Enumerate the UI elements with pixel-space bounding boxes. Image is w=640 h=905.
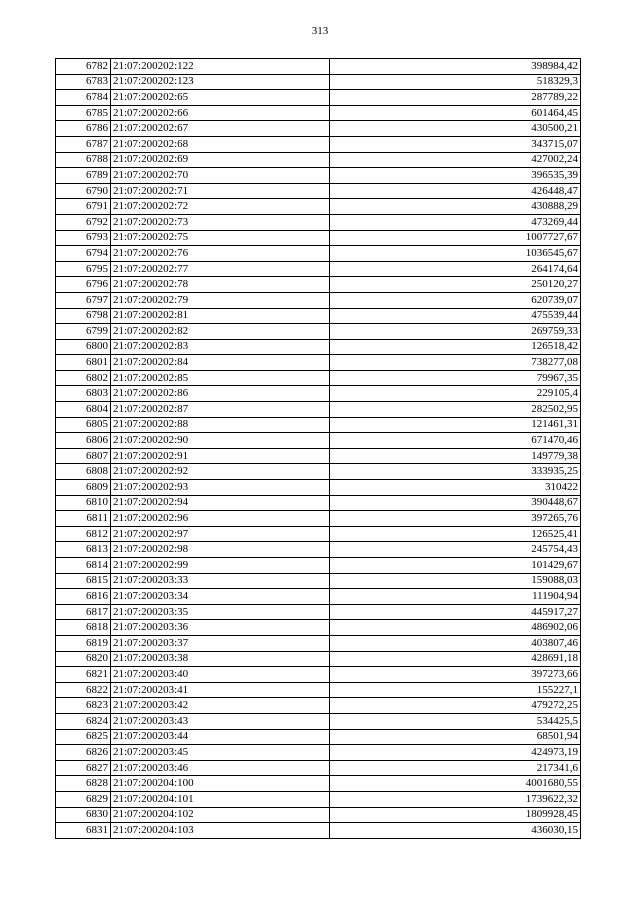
cadastral-number: 21:07:200203:43 — [111, 713, 330, 729]
row-number: 6795 — [56, 261, 111, 277]
cadastral-value: 1036545,67 — [330, 246, 581, 262]
row-number: 6793 — [56, 230, 111, 246]
cadastral-number: 21:07:200202:72 — [111, 199, 330, 215]
cadastral-number: 21:07:200202:76 — [111, 246, 330, 262]
cadastral-value: 738277,08 — [330, 355, 581, 371]
cadastral-value: 428691,18 — [330, 651, 581, 667]
page-number: 313 — [311, 25, 329, 37]
cadastral-number: 21:07:200204:100 — [111, 776, 330, 792]
cadastral-number: 21:07:200202:97 — [111, 526, 330, 542]
cadastral-value: 111904,94 — [330, 589, 581, 605]
row-number: 6811 — [56, 511, 111, 527]
table-row — [56, 370, 581, 386]
cadastral-number: 21:07:200202:77 — [111, 261, 330, 277]
cadastral-value: 79967,35 — [330, 370, 581, 386]
table-row — [56, 386, 581, 402]
row-number: 6789 — [56, 168, 111, 184]
cadastral-number: 21:07:200203:46 — [111, 760, 330, 776]
table-row — [56, 136, 581, 152]
cadastral-number: 21:07:200202:92 — [111, 464, 330, 480]
cadastral-value: 250120,27 — [330, 277, 581, 293]
table-row — [56, 433, 581, 449]
table-row — [56, 417, 581, 433]
cadastral-number: 21:07:200202:98 — [111, 542, 330, 558]
row-number: 6814 — [56, 558, 111, 574]
cadastral-number: 21:07:200202:67 — [111, 121, 330, 137]
cadastral-number: 21:07:200202:81 — [111, 308, 330, 324]
table-row — [56, 698, 581, 714]
row-number: 6787 — [56, 136, 111, 152]
table-row — [56, 292, 581, 308]
table-row — [56, 183, 581, 199]
cadastral-value: 427002,24 — [330, 152, 581, 168]
cadastral-number: 21:07:200202:90 — [111, 433, 330, 449]
row-number: 6828 — [56, 776, 111, 792]
cadastral-value: 217341,6 — [330, 760, 581, 776]
cadastral-number: 21:07:200202:96 — [111, 511, 330, 527]
cadastral-number: 21:07:200202:123 — [111, 74, 330, 90]
table-row — [56, 261, 581, 277]
cadastral-value: 430500,21 — [330, 121, 581, 137]
cadastral-number: 21:07:200202:69 — [111, 152, 330, 168]
table-row — [56, 464, 581, 480]
cadastral-value: 445917,27 — [330, 604, 581, 620]
cadastral-value: 264174,64 — [330, 261, 581, 277]
cadastral-value: 390448,67 — [330, 495, 581, 511]
table-row — [56, 152, 581, 168]
cadastral-number: 21:07:200202:93 — [111, 480, 330, 496]
row-number: 6810 — [56, 495, 111, 511]
cadastral-number: 21:07:200202:75 — [111, 230, 330, 246]
cadastral-value: 396535,39 — [330, 168, 581, 184]
cadastral-value: 343715,07 — [330, 136, 581, 152]
row-number: 6823 — [56, 698, 111, 714]
row-number: 6791 — [56, 199, 111, 215]
row-number: 6808 — [56, 464, 111, 480]
row-number: 6803 — [56, 386, 111, 402]
cadastral-value: 4001680,55 — [330, 776, 581, 792]
table-row — [56, 558, 581, 574]
row-number: 6796 — [56, 277, 111, 293]
cadastral-value: 1007727,67 — [330, 230, 581, 246]
row-number: 6783 — [56, 74, 111, 90]
cadastral-value: 426448,47 — [330, 183, 581, 199]
row-number: 6820 — [56, 651, 111, 667]
cadastral-number: 21:07:200204:101 — [111, 791, 330, 807]
cadastral-number: 21:07:200202:99 — [111, 558, 330, 574]
row-number: 6806 — [56, 433, 111, 449]
cadastral-number: 21:07:200202:91 — [111, 448, 330, 464]
table-row — [56, 339, 581, 355]
table-row — [56, 121, 581, 137]
table-row — [56, 604, 581, 620]
table-row — [56, 573, 581, 589]
cadastral-value: 424973,19 — [330, 745, 581, 761]
cadastral-value: 397273,66 — [330, 667, 581, 683]
cadastral-number: 21:07:200203:33 — [111, 573, 330, 589]
row-number: 6784 — [56, 90, 111, 106]
table-row — [56, 105, 581, 121]
cadastral-value-table — [55, 58, 581, 839]
cadastral-value: 121461,31 — [330, 417, 581, 433]
cadastral-number: 21:07:200202:83 — [111, 339, 330, 355]
cadastral-number: 21:07:200202:66 — [111, 105, 330, 121]
cadastral-number: 21:07:200202:94 — [111, 495, 330, 511]
table-row — [56, 480, 581, 496]
cadastral-value: 671470,46 — [330, 433, 581, 449]
row-number: 6799 — [56, 324, 111, 340]
row-number: 6819 — [56, 635, 111, 651]
cadastral-value: 287789,22 — [330, 90, 581, 106]
table-row — [56, 277, 581, 293]
table-row — [56, 526, 581, 542]
cadastral-value: 333935,25 — [330, 464, 581, 480]
cadastral-number: 21:07:200202:78 — [111, 277, 330, 293]
row-number: 6812 — [56, 526, 111, 542]
row-number: 6826 — [56, 745, 111, 761]
cadastral-number: 21:07:200203:45 — [111, 745, 330, 761]
cadastral-value: 68501,94 — [330, 729, 581, 745]
row-number: 6827 — [56, 760, 111, 776]
row-number: 6830 — [56, 807, 111, 823]
cadastral-value: 475539,44 — [330, 308, 581, 324]
cadastral-value: 601464,45 — [330, 105, 581, 121]
row-number: 6804 — [56, 402, 111, 418]
cadastral-number: 21:07:200202:85 — [111, 370, 330, 386]
cadastral-value: 534425,5 — [330, 713, 581, 729]
row-number: 6824 — [56, 713, 111, 729]
table-body — [56, 59, 581, 839]
cadastral-number: 21:07:200203:35 — [111, 604, 330, 620]
cadastral-number: 21:07:200203:34 — [111, 589, 330, 605]
row-number: 6831 — [56, 823, 111, 839]
row-number: 6792 — [56, 214, 111, 230]
row-number: 6790 — [56, 183, 111, 199]
cadastral-value: 397265,76 — [330, 511, 581, 527]
cadastral-value: 149779,38 — [330, 448, 581, 464]
row-number: 6825 — [56, 729, 111, 745]
row-number: 6809 — [56, 480, 111, 496]
table-row — [56, 667, 581, 683]
row-number: 6818 — [56, 620, 111, 636]
cadastral-number: 21:07:200202:86 — [111, 386, 330, 402]
cadastral-number: 21:07:200203:36 — [111, 620, 330, 636]
cadastral-value: 101429,67 — [330, 558, 581, 574]
row-number: 6786 — [56, 121, 111, 137]
row-number: 6788 — [56, 152, 111, 168]
row-number: 6800 — [56, 339, 111, 355]
cadastral-value: 436030,15 — [330, 823, 581, 839]
cadastral-number: 21:07:200203:38 — [111, 651, 330, 667]
table-row — [56, 651, 581, 667]
row-number: 6815 — [56, 573, 111, 589]
cadastral-number: 21:07:200202:88 — [111, 417, 330, 433]
row-number: 6794 — [56, 246, 111, 262]
row-number: 6798 — [56, 308, 111, 324]
row-number: 6801 — [56, 355, 111, 371]
cadastral-number: 21:07:200202:122 — [111, 59, 330, 75]
table-row — [56, 511, 581, 527]
row-number: 6802 — [56, 370, 111, 386]
cadastral-value: 1809928,45 — [330, 807, 581, 823]
cadastral-value: 126518,42 — [330, 339, 581, 355]
table-row — [56, 542, 581, 558]
cadastral-value: 518329,3 — [330, 74, 581, 90]
cadastral-value: 479272,25 — [330, 698, 581, 714]
cadastral-number: 21:07:200202:82 — [111, 324, 330, 340]
cadastral-value: 282502,95 — [330, 402, 581, 418]
cadastral-number: 21:07:200204:103 — [111, 823, 330, 839]
cadastral-value: 1739622,32 — [330, 791, 581, 807]
cadastral-value: 159088,03 — [330, 573, 581, 589]
row-number: 6805 — [56, 417, 111, 433]
cadastral-number: 21:07:200204:102 — [111, 807, 330, 823]
table-row — [56, 682, 581, 698]
cadastral-number: 21:07:200203:42 — [111, 698, 330, 714]
cadastral-number: 21:07:200202:84 — [111, 355, 330, 371]
cadastral-value: 473269,44 — [330, 214, 581, 230]
table-row — [56, 589, 581, 605]
cadastral-number: 21:07:200202:65 — [111, 90, 330, 106]
row-number: 6782 — [56, 59, 111, 75]
cadastral-value: 620739,07 — [330, 292, 581, 308]
cadastral-number: 21:07:200202:73 — [111, 214, 330, 230]
cadastral-value: 403807,46 — [330, 635, 581, 651]
table-row — [56, 729, 581, 745]
table-row — [56, 355, 581, 371]
table-row — [56, 230, 581, 246]
cadastral-value: 245754,43 — [330, 542, 581, 558]
table-row — [56, 90, 581, 106]
table-row — [56, 308, 581, 324]
table-row — [56, 448, 581, 464]
table-row — [56, 74, 581, 90]
cadastral-value: 430888,29 — [330, 199, 581, 215]
cadastral-value: 229105,4 — [330, 386, 581, 402]
table-row — [56, 199, 581, 215]
table-row — [56, 635, 581, 651]
table-row — [56, 823, 581, 839]
cadastral-number: 21:07:200202:70 — [111, 168, 330, 184]
table-row — [56, 168, 581, 184]
table-row — [56, 214, 581, 230]
row-number: 6817 — [56, 604, 111, 620]
table-row — [56, 745, 581, 761]
cadastral-number: 21:07:200202:68 — [111, 136, 330, 152]
table-row — [56, 713, 581, 729]
cadastral-value: 126525,41 — [330, 526, 581, 542]
table-row — [56, 791, 581, 807]
cadastral-number: 21:07:200203:44 — [111, 729, 330, 745]
cadastral-value: 486902,06 — [330, 620, 581, 636]
table-row — [56, 495, 581, 511]
row-number: 6821 — [56, 667, 111, 683]
table-row — [56, 246, 581, 262]
cadastral-number: 21:07:200202:79 — [111, 292, 330, 308]
cadastral-number: 21:07:200202:71 — [111, 183, 330, 199]
table-row — [56, 402, 581, 418]
table-row — [56, 620, 581, 636]
row-number: 6785 — [56, 105, 111, 121]
cadastral-number: 21:07:200203:37 — [111, 635, 330, 651]
cadastral-value: 269759,33 — [330, 324, 581, 340]
row-number: 6829 — [56, 791, 111, 807]
cadastral-value: 310422 — [330, 480, 581, 496]
row-number: 6822 — [56, 682, 111, 698]
table-row — [56, 324, 581, 340]
cadastral-number: 21:07:200203:41 — [111, 682, 330, 698]
table-row — [56, 776, 581, 792]
cadastral-number: 21:07:200203:40 — [111, 667, 330, 683]
table-row — [56, 59, 581, 75]
table-row — [56, 760, 581, 776]
row-number: 6797 — [56, 292, 111, 308]
cadastral-number: 21:07:200202:87 — [111, 402, 330, 418]
table-row — [56, 807, 581, 823]
row-number: 6816 — [56, 589, 111, 605]
row-number: 6813 — [56, 542, 111, 558]
cadastral-value: 155227,1 — [330, 682, 581, 698]
cadastral-value: 398984,42 — [330, 59, 581, 75]
row-number: 6807 — [56, 448, 111, 464]
